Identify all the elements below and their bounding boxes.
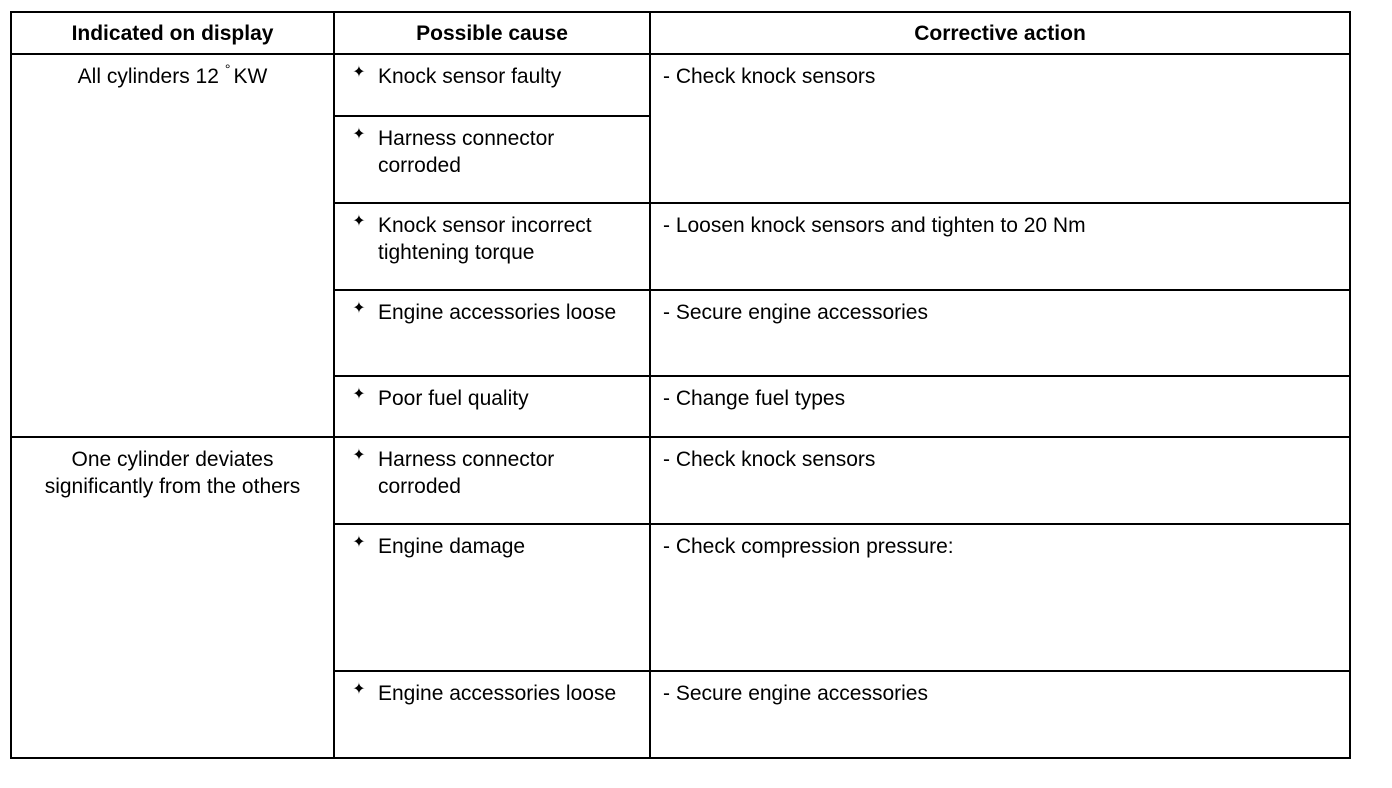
cause-cell (334, 671, 650, 758)
cause-text: Harness connector corroded (378, 127, 555, 177)
header-indicated-on-display: Indicated on display (11, 12, 334, 54)
table-row (11, 437, 1350, 524)
action-cell (650, 203, 1350, 290)
diamond-bullet-icon: ✦ (352, 386, 366, 403)
action-text: - Check knock sensors (663, 65, 876, 88)
diamond-bullet-icon: ✦ (352, 126, 366, 143)
action-text: - Change fuel types (663, 387, 846, 410)
action-text: - Check compression pressure: (663, 535, 954, 558)
troubleshooting-table (10, 11, 1351, 759)
diamond-bullet-icon: ✦ (352, 681, 366, 698)
cause-text: Harness connector corroded (378, 448, 555, 498)
cause-text: Engine damage (378, 535, 526, 558)
cause-cell (334, 116, 650, 203)
cause-cell (334, 290, 650, 376)
indicator-one-cylinder: One cylinder deviates significantly from the others (11, 437, 334, 758)
diamond-bullet-icon: ✦ (352, 300, 366, 317)
diamond-bullet-icon: ✦ (352, 64, 366, 81)
action-text: - Secure engine accessories (663, 301, 928, 324)
action-text: - Check knock sensors (663, 448, 876, 471)
cause-text: Knock sensor faulty (378, 65, 562, 88)
action-text: - Loosen knock sensors and tighten to 20 Nm (663, 214, 1086, 237)
action-cell (650, 290, 1350, 376)
action-cell (650, 376, 1350, 437)
indicator-unit: KW (233, 65, 268, 88)
header-corrective-action: Corrective action (650, 12, 1350, 54)
action-cell (650, 54, 1350, 203)
degree-symbol: ° (224, 61, 231, 77)
cause-text: Knock sensor incorrect tightening torque (378, 214, 592, 264)
action-cell (650, 524, 1350, 671)
diamond-bullet-icon: ✦ (352, 534, 366, 551)
cause-cell (334, 376, 650, 437)
header-row (11, 12, 1350, 54)
action-cell (650, 671, 1350, 758)
header-possible-cause: Possible cause (334, 12, 650, 54)
indicator-text: All cylinders 12 (77, 65, 219, 88)
diamond-bullet-icon: ✦ (352, 213, 366, 230)
cause-text: Engine accessories loose (378, 682, 617, 705)
cause-cell (334, 203, 650, 290)
cause-cell (334, 54, 650, 116)
indicator-all-cylinders (11, 54, 334, 437)
table-row (11, 54, 1350, 116)
cause-cell (334, 524, 650, 671)
cause-cell (334, 437, 650, 524)
cause-text: Poor fuel quality (378, 387, 529, 410)
action-text: - Secure engine accessories (663, 682, 928, 705)
diamond-bullet-icon: ✦ (352, 447, 366, 464)
action-cell (650, 437, 1350, 524)
cause-text: Engine accessories loose (378, 301, 617, 324)
